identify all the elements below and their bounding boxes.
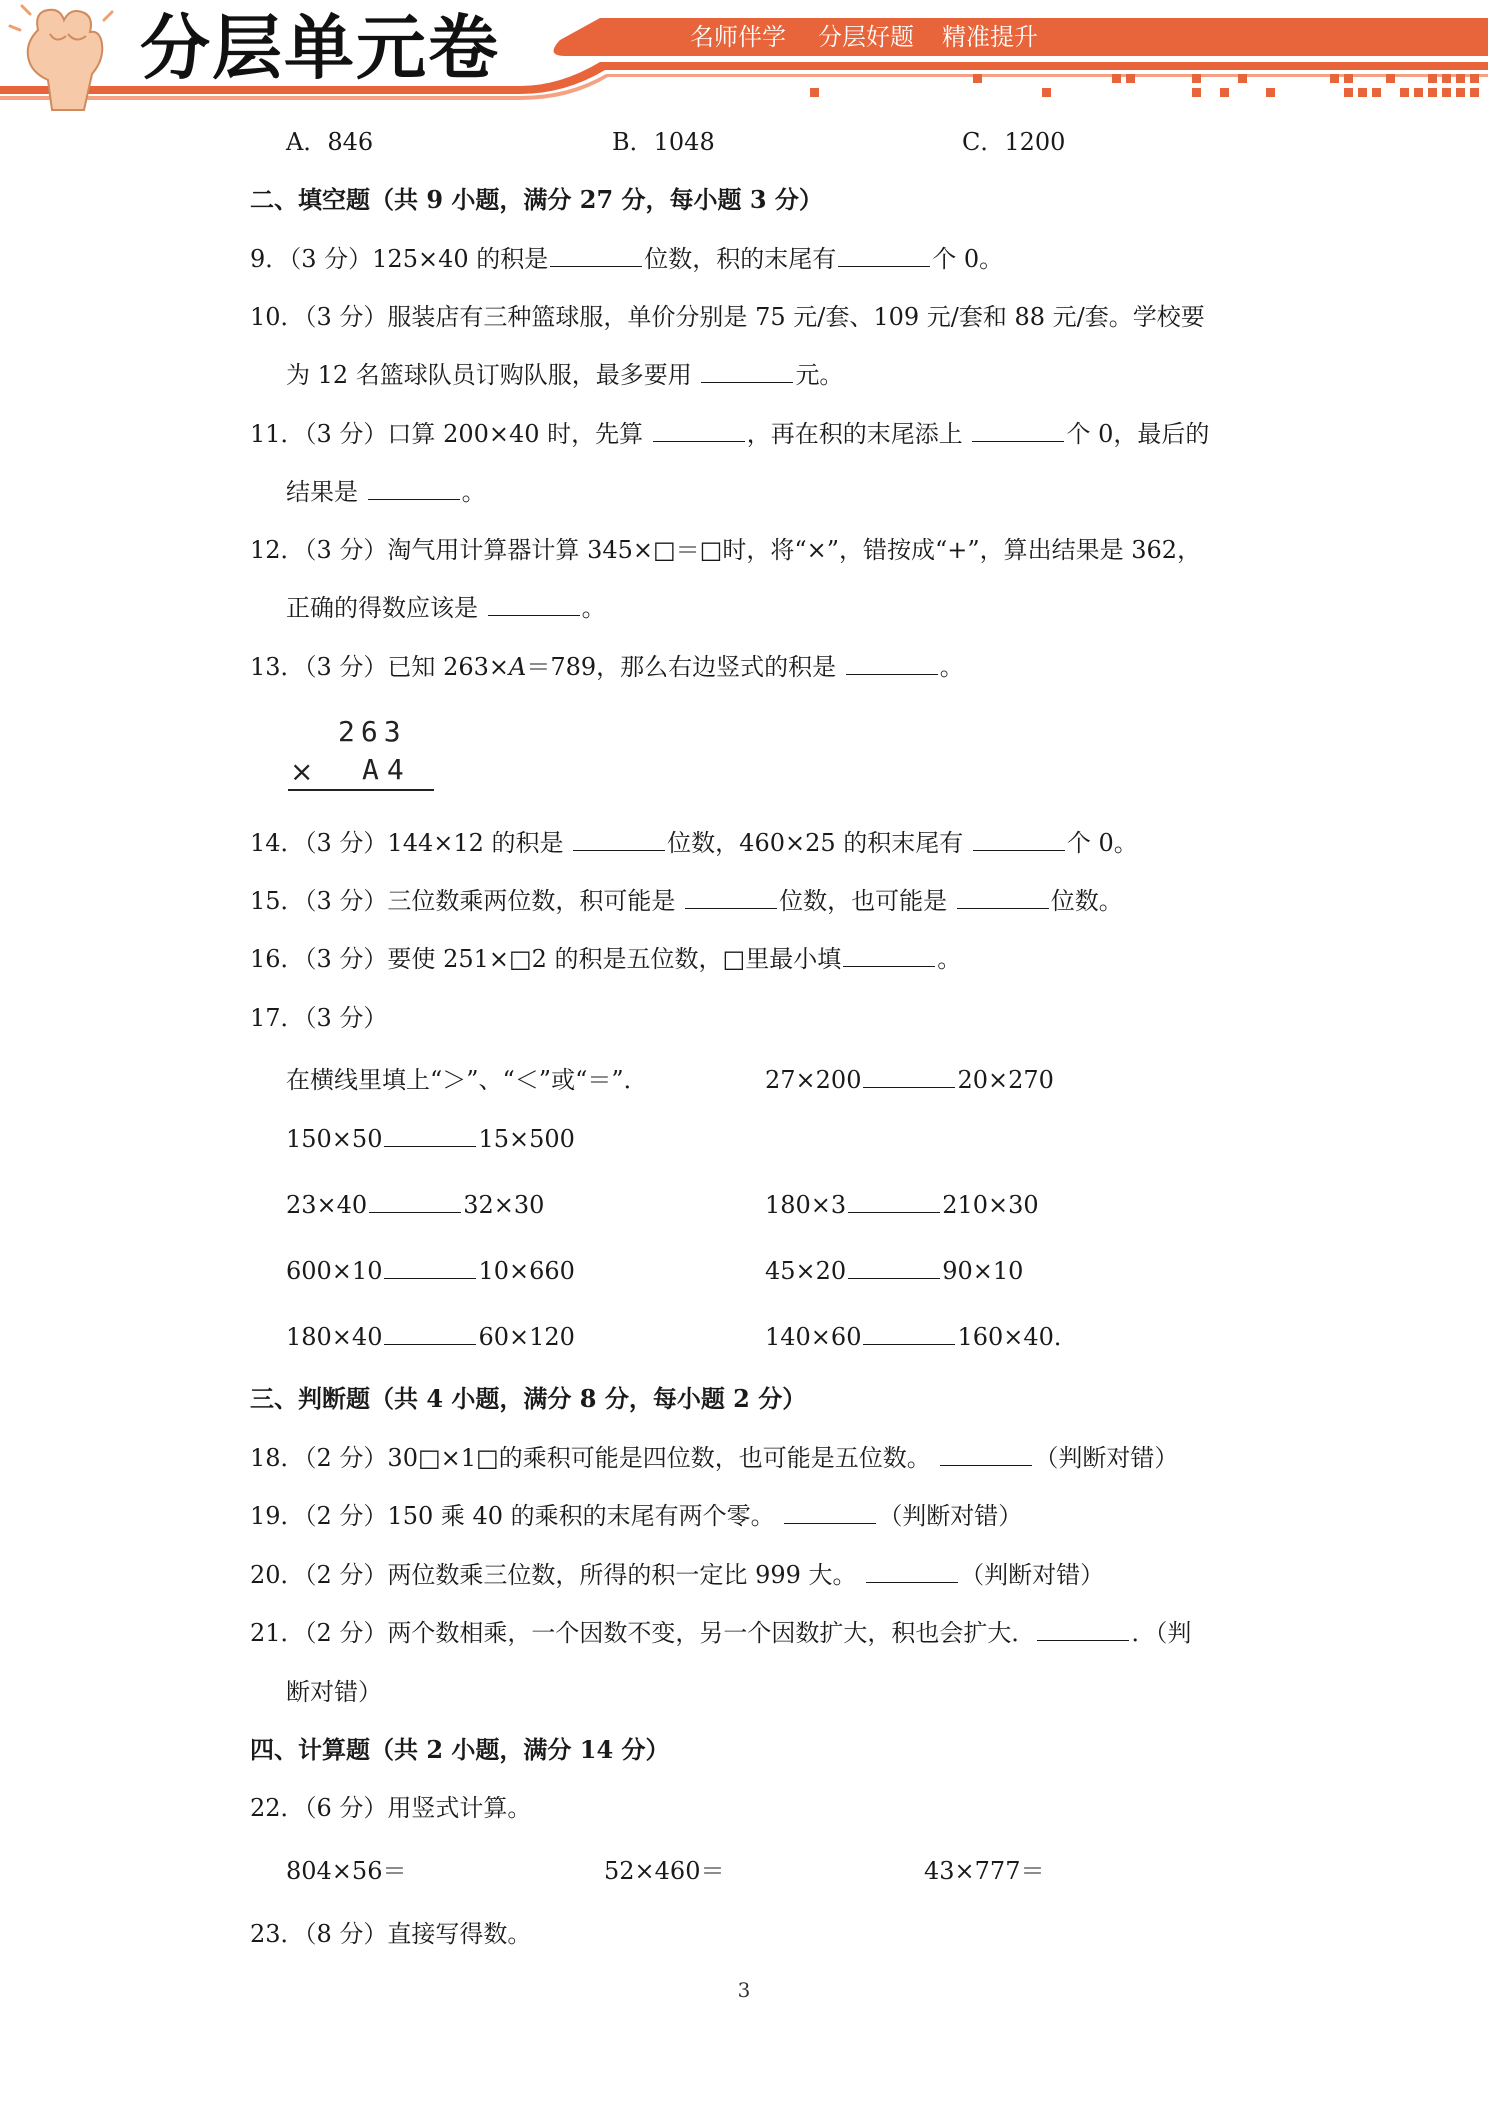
q14-text-b: 位数，460×25 的积末尾有: [667, 829, 964, 857]
answer-blank[interactable]: [1037, 1618, 1129, 1641]
vertical-top-number: 263: [338, 715, 407, 748]
q17-left-expr: 45×20: [765, 1257, 847, 1285]
question-11-line-1: [250, 417, 1209, 451]
q17-right-expr: 20×270: [957, 1066, 1054, 1094]
answer-blank[interactable]: [972, 419, 1064, 442]
answer-blank[interactable]: [685, 886, 777, 909]
q19-suffix: （判断对错）: [878, 1502, 1023, 1530]
question-10-line-1: 10．（3 分）服装店有三种篮球服，单价分别是 75 元/套、109 元/套和 88 元/套。学校要: [250, 303, 1205, 331]
q20-text: 20．（2 分）两位数乘三位数，所得的积一定比 999 大。: [250, 1561, 857, 1589]
q17-instruction: 在横线里填上“＞”、“＜”或“＝”．: [286, 1066, 648, 1094]
slogan-3: 精准提升: [942, 23, 1038, 51]
q18-text: 18．（2 分）30□×1□的乘积可能是四位数，也可能是五位数。: [250, 1444, 931, 1472]
q11-text-a: 11．（3 分）口算 200×40 时，先算: [250, 420, 644, 448]
slogan-1: 名师伴学: [690, 23, 786, 51]
q17-left-expr: 180×40: [286, 1323, 383, 1351]
question-22-heading: 22．（6 分）用竖式计算。: [250, 1794, 532, 1822]
q12-text-b: 。: [581, 594, 606, 622]
answer-blank[interactable]: [368, 477, 460, 500]
answer-blank[interactable]: [784, 1501, 876, 1524]
q17-right-expr: 10×660: [478, 1257, 575, 1285]
answer-blank[interactable]: [653, 419, 745, 442]
q11-text-e: 。: [461, 478, 486, 506]
answer-blank[interactable]: [866, 1560, 958, 1583]
question-15: [250, 884, 1123, 918]
answer-blank[interactable]: [573, 828, 665, 851]
compare-blank[interactable]: [384, 1256, 476, 1279]
q21-text: 21．（2 分）两个数相乘，一个因数不变，另一个因数扩大，积也会扩大．: [250, 1619, 1036, 1647]
q10-text-a: 为 12 名篮球队员订购队服，最多要用: [286, 361, 692, 389]
q17-left-expr: 140×60: [765, 1323, 862, 1351]
q21-suffix: ．（判: [1131, 1619, 1192, 1647]
q14-text-a: 14．（3 分）144×12 的积是: [250, 829, 564, 857]
q17-right-expr: 160×40．: [957, 1323, 1078, 1351]
q10-text-b: 元。: [795, 361, 844, 389]
page-number: 3: [737, 1978, 751, 2002]
times-sign: ×: [290, 755, 314, 788]
compare-blank[interactable]: [848, 1190, 940, 1213]
q16-text-b: 。: [937, 945, 962, 973]
q15-text-b: 位数，也可能是: [779, 887, 948, 915]
question-17-heading: 17．（3 分）: [250, 1004, 388, 1032]
question-14: [250, 826, 1138, 860]
answer-blank[interactable]: [701, 360, 793, 383]
q17-item: [286, 1122, 575, 1156]
section-3-heading: 三、判断题（共 4 小题，满分 8 分，每小题 2 分）: [250, 1384, 807, 1413]
q13-text-c: 。: [939, 653, 964, 681]
q9-text-c: 个 0。: [932, 245, 1004, 273]
section-2-heading: 二、填空题（共 9 小题，满分 27 分，每小题 3 分）: [250, 185, 823, 214]
answer-blank[interactable]: [550, 244, 642, 267]
compare-blank[interactable]: [863, 1322, 955, 1345]
q16-text-a: 16．（3 分）要使 251×□2 的积是五位数，□里最小填: [250, 945, 842, 973]
q11-text-b: ，再在积的末尾添上: [746, 420, 963, 448]
q17-item: [765, 1254, 1023, 1288]
page-header: [0, 0, 1488, 130]
q17-left-expr: 27×200: [765, 1066, 862, 1094]
q17-right-expr: 210×30: [942, 1191, 1039, 1219]
q9-text-b: 位数，积的末尾有: [644, 245, 837, 273]
question-9: [250, 242, 1003, 276]
question-18: [250, 1441, 1178, 1475]
slogan-2: 分层好题: [818, 23, 914, 51]
question-12-line-1: 12．（3 分）淘气用计算器计算 345×□＝□时，将“×”，错按成“+”，算出结果是 362，: [250, 536, 1202, 564]
q22-item: 52×460＝: [604, 1857, 725, 1885]
q15-text-c: 位数。: [1050, 887, 1123, 915]
q17-left-expr: 23×40: [286, 1191, 368, 1219]
q18-suffix: （判断对错）: [1034, 1444, 1179, 1472]
q17-left-expr: 150×50: [286, 1125, 383, 1153]
question-10-line-2: [286, 358, 843, 392]
q8-option-a: A．846: [286, 128, 374, 156]
q17-item: [765, 1188, 1039, 1222]
vertical-multiplication-figure: [288, 715, 438, 793]
section-4-heading: 四、计算题（共 2 小题，满分 14 分）: [250, 1735, 670, 1764]
question-23-heading: 23．（8 分）直接写得数。: [250, 1920, 532, 1948]
q22-item: 804×56＝: [286, 1857, 407, 1885]
compare-blank[interactable]: [369, 1190, 461, 1213]
answer-blank[interactable]: [957, 886, 1049, 909]
answer-blank[interactable]: [846, 652, 938, 675]
question-21-line-1: [250, 1616, 1191, 1650]
answer-blank[interactable]: [488, 593, 580, 616]
answer-blank[interactable]: [843, 944, 935, 967]
q11-text-c: 个 0，最后的: [1066, 420, 1210, 448]
compare-blank[interactable]: [863, 1065, 955, 1088]
question-20: [250, 1558, 1104, 1592]
vertical-rule: [288, 789, 434, 791]
q17-item: [765, 1320, 1078, 1354]
q13-text-a: 13．（3 分）已知 263×: [250, 653, 509, 681]
q17-left-expr: 600×10: [286, 1257, 383, 1285]
question-11-line-2: [286, 475, 486, 509]
question-13: [250, 650, 964, 684]
q9-text-a: 9．（3 分）125×40 的积是: [250, 245, 549, 273]
question-16: [250, 942, 961, 976]
question-12-line-2: [286, 591, 606, 625]
q11-text-d: 结果是: [286, 478, 358, 506]
question-21-line-2: 断对错）: [286, 1678, 382, 1706]
q8-option-c: C．1200: [962, 128, 1066, 156]
compare-blank[interactable]: [384, 1124, 476, 1147]
q17-right-expr: 32×30: [463, 1191, 545, 1219]
header-title: 分层单元卷: [140, 7, 500, 89]
q12-text-a: 正确的得数应该是: [286, 594, 478, 622]
q20-suffix: （判断对错）: [960, 1561, 1105, 1589]
q17-item: [765, 1063, 1054, 1097]
answer-blank[interactable]: [940, 1443, 1032, 1466]
q14-text-c: 个 0。: [1066, 829, 1138, 857]
q17-item: [286, 1188, 544, 1222]
answer-blank[interactable]: [973, 828, 1065, 851]
q17-right-expr: 90×10: [942, 1257, 1024, 1285]
q17-item: [286, 1254, 575, 1288]
q19-text: 19．（2 分）150 乘 40 的乘积的末尾有两个零。: [250, 1502, 775, 1530]
q17-right-expr: 60×120: [478, 1323, 575, 1351]
compare-blank[interactable]: [848, 1256, 940, 1279]
q17-left-expr: 180×3: [765, 1191, 847, 1219]
q17-item: [286, 1320, 575, 1354]
vertical-bottom-number: A4: [362, 753, 412, 786]
q8-option-b: B．1048: [612, 128, 715, 156]
q17-right-expr: 15×500: [478, 1125, 575, 1153]
fist-icon: [0, 0, 120, 120]
question-19: [250, 1499, 1022, 1533]
q15-text-a: 15．（3 分）三位数乘两位数，积可能是: [250, 887, 676, 915]
q22-item: 43×777＝: [924, 1857, 1045, 1885]
answer-blank[interactable]: [838, 244, 930, 267]
q13-text-b: ＝789，那么右边竖式的积是: [526, 653, 837, 681]
compare-blank[interactable]: [384, 1322, 476, 1345]
q13-variable: A: [508, 653, 527, 681]
